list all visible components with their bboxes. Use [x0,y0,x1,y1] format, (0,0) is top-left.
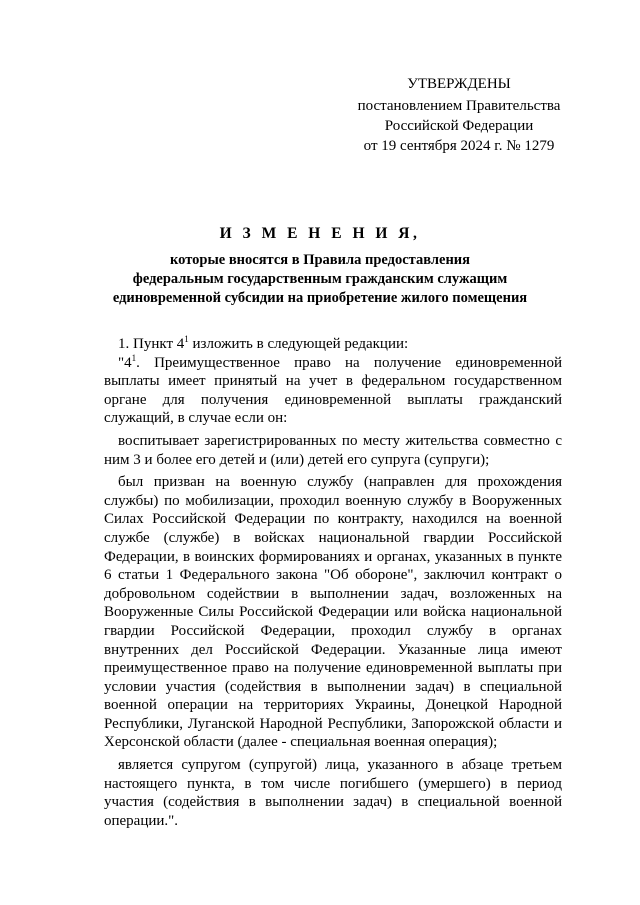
document-body [104,335,562,830]
condition-paragraph-3: является супругом (супругой) лица, указанного в абзаце третьем настоящего пункта, в том числе погибшего (умершего) в период участия (содействия в выполнении задач) в специальной военной операции.". [104,757,562,829]
heading-subtitle-line-1: которые вносятся в Правила предоставления [169,252,470,268]
condition-paragraph-2: был призван на военную службу (направлен для прохождения службы) по мобилизации, проходил военную службу в Вооруженных Силах Российской Федерации по контракту, находился на военной службе (службе) в войсках национальной гвардии Российской Федерации, в воинских формированиях и органах, указанных в пункте 6 статьи 1 Федерального закона "Об обороне", заключил контракт о добровольном содействии в выполнении задач, возложенных на Вооруженные Силы Российской Федерации или войска национальной гвардии Российской Федерации, проходил службу в органах внутренних дел Российской Федерации. Указанные лица имеют преимущественное право на получение единовременной выплаты при условии участия (содействия в выполнении задач) в специальной военной операции на территориях Украины, Донецкой Народной Республики, Луганской Народной Республики, Запорожской области и Херсонской области (далее - специальная военная операция); [104,474,562,751]
quote-superscript: 1 [131,352,137,363]
heading-subtitle-line-3: единовременной субсидии на приобретение жилого помещения [112,290,528,306]
item-1-superscript: 1 [184,334,189,344]
approval-stamp [340,74,578,156]
quote-paragraph [104,354,562,428]
quote-text-a: "4 [118,354,132,371]
approval-line-3: от 19 сентября 2024 г. № 1279 [363,138,555,154]
heading-title: И З М Е Н Е Н И Я, [219,225,421,242]
item-1-text-a: 1. Пункт 4 [118,336,185,352]
item-1-paragraph [104,335,562,354]
approval-line-2: Российской Федерации [384,118,534,134]
approval-word: УТВЕРЖДЕНЫ [407,76,511,92]
heading-subtitle-line-2: федеральным государственным гражданским служащим [132,271,508,287]
approval-line-1: постановлением Правительства [357,98,561,114]
quote-text-b: . Преимущественное право на получение единовременной выплаты имеет принятый на учет в федеральном государственном органе для получения единовременной выплаты гражданский служащий, в случае если он: [104,354,562,427]
item-1-text-b: изложить в следующей редакции: [188,336,409,352]
document-heading [60,223,580,308]
condition-paragraph-1: воспитывает зарегистрированных по месту жительства совместно с ним 3 и более его детей и (или) детей его супруга (супруги); [104,432,562,468]
